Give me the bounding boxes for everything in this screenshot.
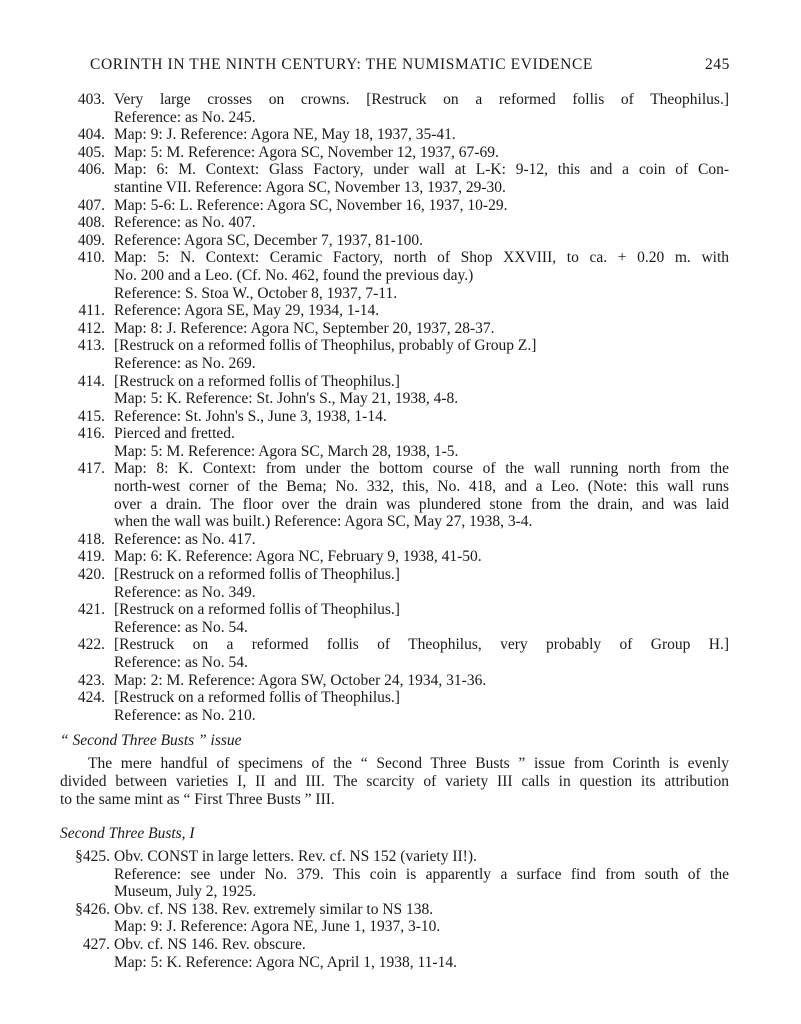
entry-line: Map: 9: J. Reference: Agora NE, June 1, 1937, 3-10. bbox=[114, 918, 441, 936]
entry-number: 418. bbox=[77, 530, 105, 548]
page-number: 245 bbox=[704, 56, 730, 73]
catalogue-entry bbox=[0, 249, 801, 302]
entry-line: Map: 5: M. Reference: Agora SC, March 28, 1938, 1-5. bbox=[114, 442, 459, 460]
catalogue-entry bbox=[0, 91, 801, 126]
entry-number: 422. bbox=[77, 636, 105, 654]
entry-line: Pierced and fretted. bbox=[114, 425, 235, 443]
entry-line: Reference: S. Stoa W., October 8, 1937, 7-11. bbox=[114, 284, 398, 302]
entry-number: 420. bbox=[77, 566, 105, 584]
catalogue-entry bbox=[0, 566, 801, 601]
catalogue-entry bbox=[0, 302, 801, 320]
entry-line: Obv. cf. NS 146. Rev. obscure. bbox=[114, 935, 306, 953]
catalogue-entry bbox=[0, 126, 801, 144]
entry-line: stantine VII. Reference: Agora SC, November 13, 1937, 29-30. bbox=[114, 178, 506, 196]
entry-number: 415. bbox=[77, 407, 105, 425]
catalogue-entry bbox=[0, 161, 801, 196]
catalogue-entry bbox=[0, 425, 801, 460]
catalogue-entry bbox=[0, 232, 801, 250]
catalogue-entry bbox=[0, 337, 801, 372]
catalogue-entries-second-three-busts bbox=[0, 848, 801, 971]
entry-line: Reference: see under No. 379. This coin is apparently a surface find from south of the bbox=[114, 865, 729, 883]
entry-number: 427. bbox=[82, 935, 110, 953]
entry-line: [Restruck on a reformed follis of Theophilus.] bbox=[114, 601, 400, 619]
entry-line: Reference: as No. 417. bbox=[114, 530, 256, 548]
paragraph-line: divided between varieties I, II and III. The scarcity of variety III calls in question its attribution bbox=[60, 773, 729, 790]
entry-line: Obv. CONST in large letters. Rev. cf. NS 152 (variety II!). bbox=[114, 848, 477, 865]
entry-line: Reference: as No. 349. bbox=[114, 583, 256, 601]
entry-number: 417. bbox=[77, 460, 105, 478]
entry-number: 424. bbox=[77, 689, 105, 707]
section-heading-second-three-busts-i: Second Three Busts, I bbox=[60, 825, 195, 842]
entry-number: 409. bbox=[77, 231, 105, 249]
entry-line: [Restruck on a reformed follis of Theophilus.] bbox=[114, 372, 400, 390]
entry-line: Map: 6: K. Reference: Agora NC, February 9, 1938, 41-50. bbox=[114, 548, 482, 566]
entry-number: §425. bbox=[75, 848, 110, 865]
catalogue-entry bbox=[0, 373, 801, 408]
entry-line: Map: 5-6: L. Reference: Agora SC, November 16, 1937, 10-29. bbox=[114, 196, 508, 214]
entry-line: Map: 5: K. Reference: Agora NC, April 1, 1938, 11-14. bbox=[114, 953, 457, 971]
catalogue-entry bbox=[0, 936, 801, 971]
entry-line: Reference: as No. 245. bbox=[114, 108, 256, 126]
entry-line: Map: 5: N. Context: Ceramic Factory, north of Shop XXVIII, to ca. + 0.20 m. with bbox=[114, 249, 729, 267]
entry-line: over a drain. The floor over the drain was plundered stone from the drain, and was laid bbox=[114, 495, 729, 513]
entry-line: Museum, July 2, 1925. bbox=[114, 883, 257, 901]
entry-line: Reference: St. John's S., June 3, 1938, 1-14. bbox=[114, 407, 387, 425]
entry-line: Very large crosses on crowns. [Restruck on a reformed follis of Theophilus.] bbox=[114, 91, 729, 108]
entry-line: [Restruck on a reformed follis of Theophilus.] bbox=[114, 566, 400, 584]
entry-line: Map: 2: M. Reference: Agora SW, October 24, 1934, 31-36. bbox=[114, 671, 487, 689]
catalogue-entry bbox=[0, 601, 801, 636]
entry-number: 405. bbox=[77, 143, 105, 161]
catalogue-entries bbox=[0, 91, 801, 724]
catalogue-entry bbox=[0, 636, 801, 671]
catalogue-entry bbox=[0, 460, 801, 530]
entry-line: [Restruck on a reformed follis of Theophilus, very probably of Group H.] bbox=[114, 636, 729, 654]
entry-line: Reference: as No. 407. bbox=[114, 214, 256, 232]
entry-line: Reference: as No. 269. bbox=[114, 354, 256, 372]
entry-line: Obv. cf. NS 138. Rev. extremely similar to NS 138. bbox=[114, 900, 434, 918]
entry-line: [Restruck on a reformed follis of Theophilus.] bbox=[114, 689, 400, 707]
entry-number: 416. bbox=[77, 425, 105, 443]
entry-line: Reference: Agora SE, May 29, 1934, 1-14. bbox=[114, 302, 380, 320]
entry-number: 421. bbox=[77, 601, 105, 619]
entry-number: 403. bbox=[77, 91, 105, 108]
entry-line: [Restruck on a reformed follis of Theophilus, probably of Group Z.] bbox=[114, 337, 537, 355]
entry-number: 406. bbox=[77, 161, 105, 179]
entry-line: No. 200 and a Leo. (Cf. No. 462, found the previous day.) bbox=[114, 266, 474, 284]
catalogue-entry bbox=[0, 548, 801, 566]
catalogue-entry bbox=[0, 672, 801, 690]
entry-line: Map: 8: J. Reference: Agora NC, September 20, 1937, 28-37. bbox=[114, 319, 495, 337]
entry-line: Map: 8: K. Context: from under the bottom course of the wall running north from the bbox=[114, 460, 729, 478]
catalogue-entry bbox=[0, 901, 801, 936]
entry-number: 419. bbox=[77, 548, 105, 566]
entry-line: Reference: as No. 210. bbox=[114, 706, 256, 724]
catalogue-entry bbox=[0, 197, 801, 215]
entry-line: Reference: as No. 54. bbox=[114, 654, 248, 671]
entry-number: 410. bbox=[77, 249, 105, 267]
entry-line: when the wall was built.) Reference: Agora SC, May 27, 1938, 3-4. bbox=[114, 513, 533, 531]
entry-line: north-west corner of the Bema; No. 332, this, No. 418, and a Leo. (Note: this wall runs bbox=[114, 478, 729, 496]
entry-number: 414. bbox=[77, 372, 105, 390]
running-title: CORINTH IN THE NINTH CENTURY: THE NUMISMATIC EVIDENCE bbox=[90, 56, 593, 73]
catalogue-entry bbox=[0, 689, 801, 724]
entry-number: §426. bbox=[75, 900, 110, 918]
entry-line: Map: 9: J. Reference: Agora NE, May 18, 1937, 35-41. bbox=[114, 126, 456, 144]
entry-number: 413. bbox=[77, 337, 105, 355]
catalogue-entry bbox=[0, 144, 801, 162]
entry-number: 404. bbox=[77, 126, 105, 144]
entry-line: Reference: Agora SC, December 7, 1937, 81-100. bbox=[114, 231, 424, 249]
catalogue-entry bbox=[0, 531, 801, 549]
catalogue-entry bbox=[0, 848, 801, 901]
paragraph-line: to the same mint as “ First Three Busts ” III. bbox=[60, 791, 335, 808]
catalogue-entry bbox=[0, 408, 801, 426]
entry-line: Map: 5: K. Reference: St. John's S., May 21, 1938, 4-8. bbox=[114, 390, 459, 408]
entry-line: Map: 6: M. Context: Glass Factory, under wall at L-K: 9-12, this and a coin of Con- bbox=[114, 161, 729, 179]
entry-number: 408. bbox=[77, 214, 105, 232]
entry-line: Map: 5: M. Reference: Agora SC, November 12, 1937, 67-69. bbox=[114, 143, 499, 161]
section-heading-second-three-busts-issue: “ Second Three Busts ” issue bbox=[60, 732, 242, 749]
entry-line: Reference: as No. 54. bbox=[114, 618, 248, 636]
entry-number: 411. bbox=[78, 302, 105, 320]
catalogue-entry bbox=[0, 214, 801, 232]
entry-number: 423. bbox=[77, 671, 105, 689]
section-paragraph bbox=[60, 755, 729, 809]
paragraph-line: The mere handful of specimens of the “ Second Three Busts ” issue from Corinth is evenly bbox=[88, 755, 729, 772]
catalogue-entry bbox=[0, 320, 801, 338]
entry-number: 412. bbox=[77, 319, 105, 337]
entry-number: 407. bbox=[77, 196, 105, 214]
